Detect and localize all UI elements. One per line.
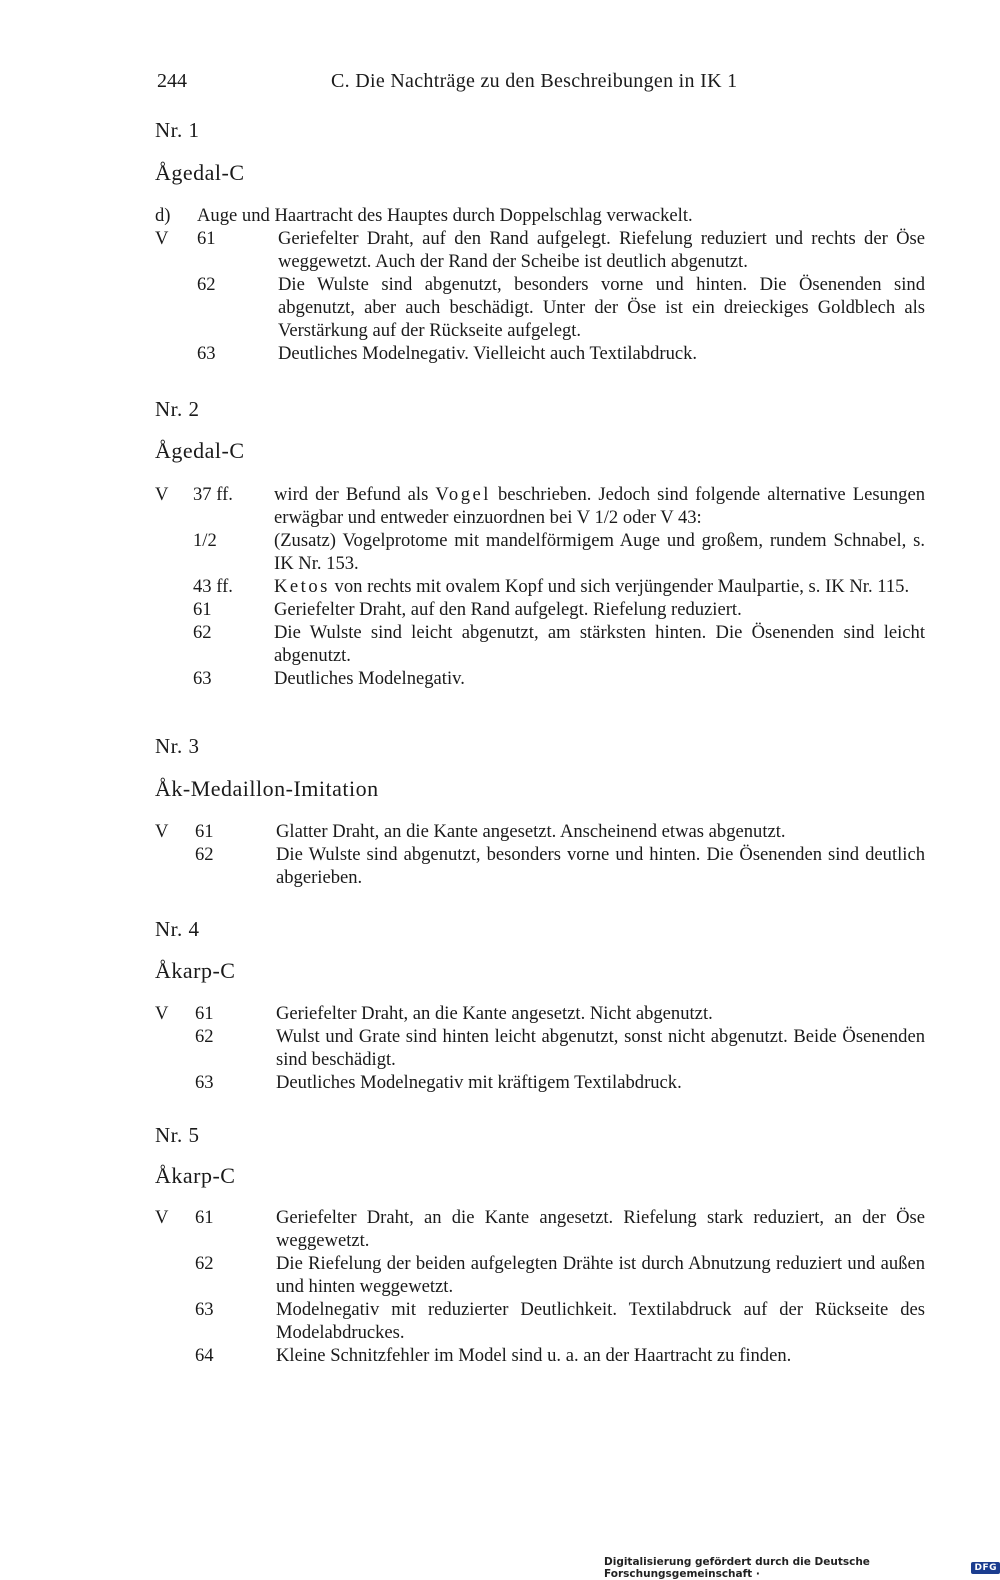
row-text: Geriefelter Draht, an die Kante angesetzt. Nicht abgenutzt. — [276, 1003, 713, 1024]
description-row — [155, 273, 925, 342]
row-label: V — [155, 484, 169, 505]
description-row — [155, 1298, 925, 1344]
row-number: 62 — [193, 622, 212, 643]
description-row — [155, 342, 925, 365]
row-text: Ketos von rechts mit ovalem Kopf und sich verjüngender Maulpartie, s. IK Nr. 115. — [274, 576, 910, 597]
entry-description — [155, 1206, 925, 1367]
description-row — [155, 1252, 925, 1298]
row-text: Geriefelter Draht, an die Kante angesetzt. Riefelung stark reduziert, an der Öse weggewetzt. — [276, 1207, 925, 1251]
row-number: 63 — [193, 668, 212, 689]
entry-description — [155, 820, 925, 889]
row-text: Die Wulste sind leicht abgenutzt, am stärksten hinten. Die Ösenenden sind leicht abgenutzt. — [274, 622, 925, 666]
row-number: 61 — [195, 1003, 214, 1024]
entry-title: Åkarp-C — [155, 1163, 236, 1188]
entry-number: Nr. 2 — [155, 397, 200, 421]
dfg-logo-icon: DFG — [971, 1562, 1000, 1574]
row-text: Deutliches Modelnegativ mit kräftigem Textilabdruck. — [276, 1072, 682, 1093]
entry-number: Nr. 1 — [155, 118, 200, 142]
row-number: 61 — [195, 821, 214, 842]
entry-description — [155, 483, 925, 690]
description-row — [155, 1071, 925, 1094]
entry-title: Åk-Medaillon-Imitation — [155, 776, 379, 801]
row-text: Wulst und Grate sind hinten leicht abgenutzt, sonst nicht abgenutzt. Beide Ösenenden sind beschädigt. — [276, 1026, 925, 1070]
description-row — [155, 621, 925, 667]
spaced-term: Vogel — [435, 484, 491, 505]
row-number: 1/2 — [193, 530, 217, 551]
row-text: Glatter Draht, an die Kante angesetzt. Anscheinend etwas abgenutzt. — [276, 821, 786, 842]
description-row — [155, 483, 925, 529]
row-text: Die Wulste sind abgenutzt, besonders vorne und hinten. Die Ösenenden sind abgenutzt, aber auch beschädigt. Unter der Öse ist ein dreieckiges Goldblech als Verstärkung auf der Rückseite aufgelegt. — [278, 274, 925, 341]
entry-number: Nr. 5 — [155, 1123, 200, 1147]
row-number: 64 — [195, 1345, 214, 1366]
spaced-term: Ketos — [274, 576, 330, 597]
row-number: 62 — [195, 1253, 214, 1274]
row-number: 43 ff. — [193, 576, 233, 597]
row-number: 63 — [195, 1299, 214, 1320]
row-text: Deutliches Modelnegativ. Vielleicht auch Textilabdruck. — [278, 343, 698, 364]
entry-title: Åkarp-C — [155, 958, 236, 983]
row-text: Deutliches Modelnegativ. — [274, 668, 465, 689]
row-text: Die Riefelung der beiden aufgelegten Drähte ist durch Abnutzung reduziert und außen und hinten weggewetzt. — [276, 1253, 925, 1297]
description-row — [155, 1025, 925, 1071]
row-text: Modelnegativ mit reduzierter Deutlichkeit. Textilabdruck auf der Rückseite des Modelabdruckes. — [276, 1299, 925, 1343]
row-text: Geriefelter Draht, auf den Rand aufgelegt. Riefelung reduziert. — [274, 599, 742, 620]
description-row — [155, 204, 925, 227]
description-row — [155, 1206, 925, 1252]
row-text: Geriefelter Draht, auf den Rand aufgelegt. Riefelung reduziert und rechts der Öse weggewetzt. Auch der Rand der Scheibe ist deutlich abgenutzt. — [278, 228, 925, 272]
row-number: 63 — [197, 343, 216, 364]
description-row — [155, 227, 925, 273]
row-number: 62 — [195, 844, 214, 865]
description-row — [155, 820, 925, 843]
row-text: Die Wulste sind abgenutzt, besonders vorne und hinten. Die Ösenenden sind deutlich abgerieben. — [276, 844, 925, 888]
row-label: V — [155, 228, 169, 249]
row-number: 37 ff. — [193, 484, 233, 505]
row-text: Kleine Schnitzfehler im Model sind u. a. an der Haartracht zu finden. — [276, 1345, 792, 1366]
entry-number: Nr. 3 — [155, 734, 200, 758]
description-row — [155, 598, 925, 621]
entry-description — [155, 1002, 925, 1094]
row-label: V — [155, 1003, 169, 1024]
row-label: V — [155, 1207, 169, 1228]
row-number: 63 — [195, 1072, 214, 1093]
row-number: 61 — [195, 1207, 214, 1228]
entry-number: Nr. 4 — [155, 917, 200, 941]
description-row — [155, 1344, 925, 1367]
row-text: wird der Befund als Vogel beschrieben. Jedoch sind folgende alternative Lesungen erwägbar und entweder einzuordnen bei V 1/2 oder V 43: — [274, 484, 926, 528]
description-row — [155, 575, 925, 598]
row-number: 61 — [197, 228, 216, 249]
entry-title: Ågedal-C — [155, 438, 245, 463]
entry-title: Ågedal-C — [155, 160, 245, 185]
running-header — [157, 70, 917, 100]
description-row — [155, 667, 925, 690]
description-row — [155, 529, 925, 575]
description-row — [155, 1002, 925, 1025]
running-title: C. Die Nachträge zu den Beschreibungen in IK 1 — [331, 70, 738, 92]
entry-description — [155, 204, 925, 365]
row-text: (Zusatz) Vogelprotome mit mandelförmigem Auge und großem, rundem Schnabel, s. IK Nr. 153. — [274, 530, 925, 574]
row-text: Auge und Haartracht des Hauptes durch Doppelschlag verwackelt. — [197, 205, 693, 226]
row-label: V — [155, 821, 169, 842]
page-number: 244 — [157, 70, 187, 92]
funding-footer — [604, 1556, 1000, 1580]
row-number: 62 — [197, 274, 216, 295]
funding-note: Digitalisierung gefördert durch die Deutsche Forschungsgemeinschaft · — [604, 1556, 870, 1580]
description-row — [155, 843, 925, 889]
row-number: 61 — [193, 599, 212, 620]
row-label: d) — [155, 205, 171, 226]
row-number: 62 — [195, 1026, 214, 1047]
